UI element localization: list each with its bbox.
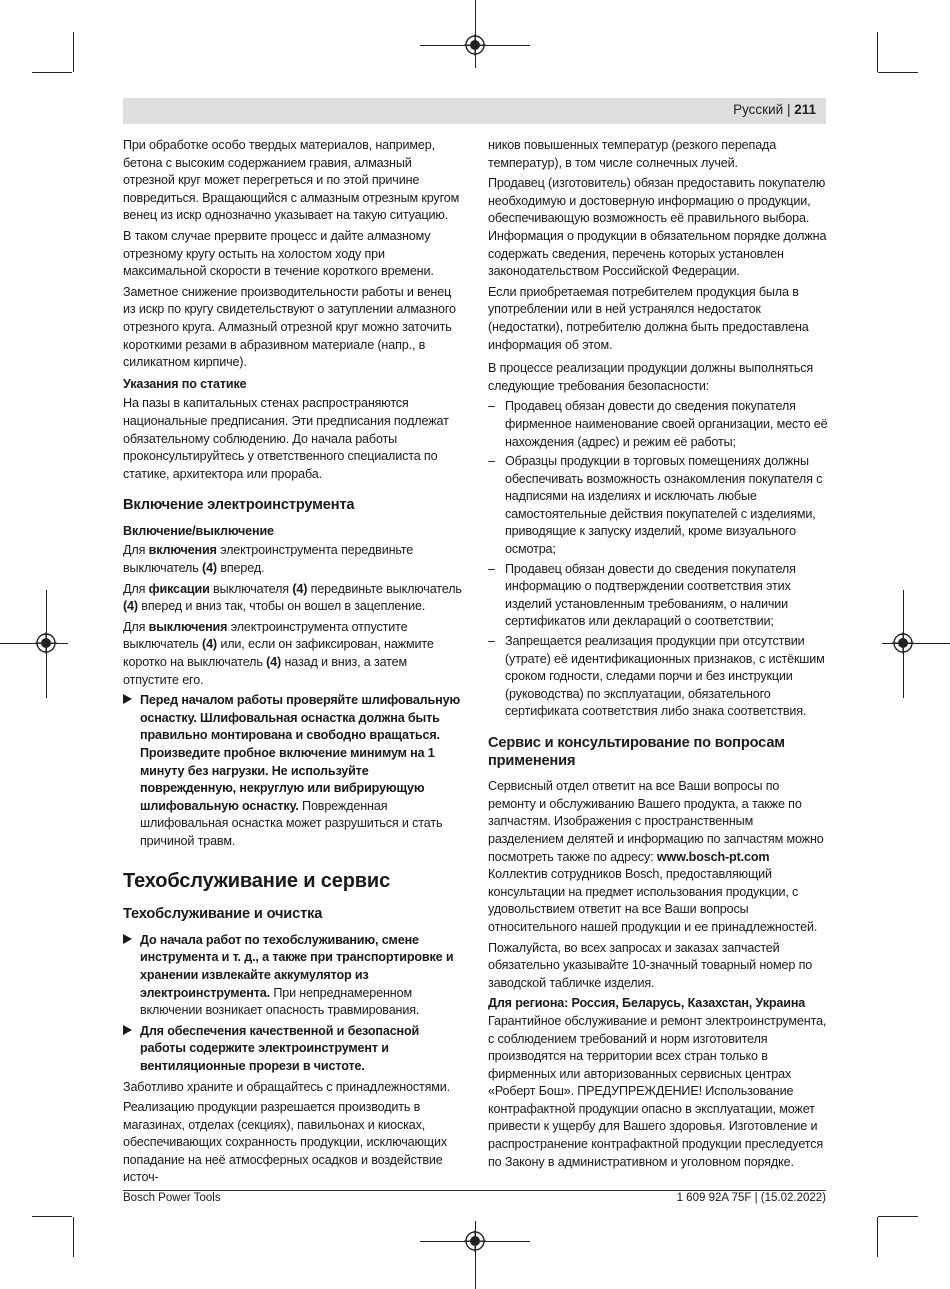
header-language: Русский: [733, 102, 784, 117]
registration-mark-right-icon: [892, 632, 914, 654]
paragraph-defect: Если приобретаемая потребителем продукция была в употреблении или в ней устранялся недостаток (недостатки), потребителю должна быть предоставлена информация об этом.: [488, 284, 809, 352]
paragraph-overheat: При обработке особо твердых материалов, например, бетона с высоким содержанием гравия, алмазный отрезной круг может перегреться и по этой причине повредиться. Вращающийся с алмазным отрезным кругом венец из искр однозначно указывает на такую ситуацию.: [123, 138, 460, 223]
left-column: [123, 137, 463, 1190]
crop-mark-tl-v: [73, 32, 74, 72]
paragraph-care: Заботливо храните и обращайтесь с принадлежностями.: [123, 1079, 451, 1094]
paragraph-seller-info: Продавец (изготовитель) обязан предоставить покупателю необходимую и достоверную информацию о продукции, обеспечивающую возможность её правильного выбора. Информация о продукции в обязательном порядке должна содержать сведения, перечень которых установлен законодательством Российской Федерации.: [488, 176, 827, 279]
footer-doc-number: 1 609 92A 75F | (15.02.2022): [676, 1192, 826, 1204]
footer-brand: Bosch Power Tools: [123, 1192, 221, 1204]
statics-heading: Указания по статике: [123, 376, 247, 391]
page-header: [123, 98, 826, 124]
header-label: [733, 102, 816, 117]
paragraph-cooldown: В таком случае прервите процесс и дайте алмазному отрезному кругу остыть на холостом ходу при максимальной скорости в течение короткого времени.: [123, 228, 434, 279]
paragraph-lock: Для фиксации выключателя (4) передвиньте выключатель (4) вперед и вниз так, чтобы он вошел в зацепление.: [123, 581, 462, 614]
registration-mark-left-icon: [35, 632, 57, 654]
service-url: www.bosch-pt.com: [656, 849, 770, 864]
paragraph-dull-disc: Заметное снижение производительности работы и венец из искр по кругу свидетельствуют о затуплении алмазного отрезного круга. Алмазный отрезной круг можно заточить короткими резами в абразивном материале (напр., в силикатном кирпиче).: [123, 284, 456, 370]
crop-mark-tr-v: [877, 32, 878, 72]
paragraph-sale: Реализацию продукции разрешается производить в магазинах, отделах (секциях), павильонах и киосках, обеспечивающих сохранность продукции, исключающих попадание на неё атмосферных осадков и воздействие источ-: [123, 1100, 448, 1185]
crop-mark-tl-h: [32, 72, 72, 73]
page-number: 211: [794, 102, 816, 117]
paragraph-order-number: Пожалуйста, во всех запросах и заказах запчастей обязательно указывайте 10-значный товарный номер по заводской табличке изделия.: [488, 940, 813, 990]
crop-mark-bl-v: [73, 1217, 74, 1257]
paragraph-statics: На пазы в капитальных стенах распространяются национальные предписания. Эти предписания подлежат обязательному соблюдению. До начала работы проконсультируйтесь у ответственного специалиста по статике, архитектора или прораба.: [123, 396, 449, 481]
crop-mark-lm-h: [0, 643, 68, 644]
triangle-bullet-icon: [123, 933, 133, 945]
crop-mark-br-v: [877, 1217, 878, 1257]
crop-mark-tr-h: [878, 72, 918, 73]
crop-mark-bl-h: [32, 1216, 72, 1217]
service-heading: Сервис и консультирование по вопросам применения: [488, 735, 785, 769]
triangle-bullet-icon: [123, 1024, 133, 1036]
paragraph-temperatures: ников повышенных температур (резкого перепада температур), в том числе солнечных лучей.: [488, 138, 777, 170]
switch-on-heading: Включение электроинструмента: [123, 497, 355, 514]
warning-remove-battery: До начала работ по техобслуживанию, смене инструмента и т. д., а также при транспортировке и хранении извлекайте аккумулятор из электроинструмента. При непреднамеренном включении возникает опасность травмирования.: [123, 932, 463, 1020]
header-separator: |: [786, 102, 791, 117]
on-off-heading: Включение/выключение: [123, 523, 274, 538]
registration-mark-bottom-icon: [464, 1230, 486, 1252]
footer-rule: [123, 1190, 826, 1191]
paragraph-service: Сервисный отдел ответит на все Ваши вопросы по ремонту и обслуживанию Вашего продукта, а также по запчастям. Изображения с пространственным разделением делятей и информацию по запчастям можно посмотреть также по адресу: www.bosch-pt.com Коллектив сотрудников Bosch, предоставляющий консультации на предмет использования продукции, с удовольствием ответит на все Ваши вопросы относительного нашей продукции и ее принадлежностей.: [488, 779, 824, 934]
list-item: – Запрещается реализация продукции при отсутствии (утрате) её идентификационных признаков, с истёкшим сроком годности, следами порчи и без инструкции (руководства) по эксплуатации, обязательного сертификата соответствия либо знака соответствия.: [488, 634, 825, 719]
warning-keep-clean: Для обеспечения качественной и безопасной работы содержите электроинструмент и вентиляционные прорези в чистоте.: [123, 1023, 463, 1076]
list-item: – Образцы продукции в торговых помещениях должны обеспечивать возможность ознакомления покупателя с надписями на изделиях и исключать любые самостоятельные действия покупателей с изделиями, приводящие к запуску изделий, кроме визуального осмотра;: [488, 454, 823, 557]
list-item: – Продавец обязан довести до сведения покупателя информацию о подтверждении соответствия этих изделий установленным требованиям, о наличии сертификатов или деклараций о соответствии;: [488, 561, 796, 629]
paragraph-switch-off: Для выключения электроинструмента отпустите выключатель (4) или, если он зафиксирован, нажмите коротко на выключатель (4) назад и вниз, а затем отпустите его.: [123, 619, 434, 687]
maintenance-title: Техобслуживание и сервис: [123, 869, 391, 892]
region-heading: Для региона: Россия, Беларусь, Казахстан, Украина: [488, 996, 806, 1011]
paragraph-requirements: В процессе реализации продукции должны выполняться следующие требования безопасности:: [488, 361, 814, 393]
triangle-bullet-icon: [123, 693, 133, 705]
paragraph-switch-on: Для включения электроинструмента передвиньте выключатель (4) вперед.: [123, 543, 414, 576]
warning-check-accessory: Перед началом работы проверяйте шлифовальную оснастку. Шлифовальная оснастка должна быть правильно монтирована и свободно вращаться. Произведите пробное включение минимум на 1 минуту без нагрузки. Не используйте поврежденную, некруглую или вибрирующую шлифовальную оснастку. Поврежденная шлифовальная оснастка может разрушиться и стать причиной травм.: [123, 692, 463, 850]
right-column: [488, 137, 828, 1174]
list-item: – Продавец обязан довести до сведения покупателя фирменное наименование своей организации, место её нахождения (адрес) и режим её работы;: [488, 399, 828, 449]
crop-mark-br-h: [878, 1216, 918, 1217]
paragraph-region-service: Гарантийное обслуживание и ремонт электроинструмента, с соблюдением требований и норм изготовителя производятся на территории всех стран только в фирменных или авторизованных сервисных центрах «Роберт Бош». ПРЕДУПРЕЖДЕНИЕ! Использование контрафактной продукции опасно в эксплуатации, может привести к ущербу для Вашего здоровья. Изготовление и распространение контрафактной продукции преследуется по Закону в административном и уголовном порядке.: [488, 1013, 827, 1169]
cleaning-heading: Техобслуживание и очистка: [123, 906, 323, 923]
registration-mark-top-icon: [464, 34, 486, 56]
